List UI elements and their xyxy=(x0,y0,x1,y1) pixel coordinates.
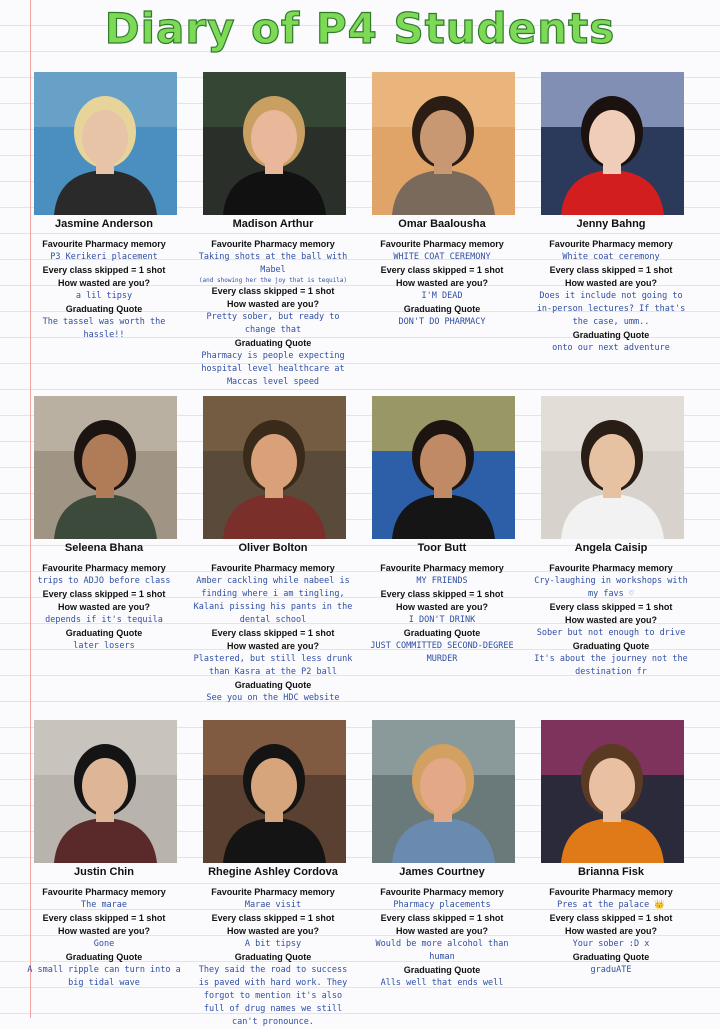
memory-answer: MY FRIENDS xyxy=(416,576,468,586)
student-name: Oliver Bolton xyxy=(238,542,308,554)
quote-label: Graduating Quote xyxy=(65,952,143,962)
quote-answer: They said the road to success is paved with hard work. They forgot to mention it's also full of drug names we still can't pronounce. xyxy=(198,965,348,1027)
student-card xyxy=(193,72,353,387)
quote-answer: See you on the HDC website xyxy=(206,693,340,703)
student-name: Brianna Fisk xyxy=(577,866,645,878)
memory-label: Favourite Pharmacy memory xyxy=(42,887,166,897)
wasted-answer: A bit tipsy xyxy=(244,939,302,949)
student-photo xyxy=(34,72,177,215)
student-card xyxy=(24,720,184,1020)
wasted-answer: Plastered, but still less drunk than Kasra at the P2 ball xyxy=(193,654,353,677)
student-photo xyxy=(372,72,515,215)
quote-answer: Alls well that ends well xyxy=(380,978,504,988)
memory-answer: White coat ceremony xyxy=(562,252,660,262)
wasted-label: How wasted are you? xyxy=(226,299,320,309)
wasted-answer: Gone xyxy=(93,939,115,949)
student-name: Madison Arthur xyxy=(232,218,314,230)
student-card xyxy=(362,720,522,1020)
wasted-answer: a lil tipsy xyxy=(75,291,133,301)
student-answers xyxy=(362,562,522,666)
memory-note: (and showing her the joy that is tequila) xyxy=(198,277,348,284)
wasted-answer: depends if it's tequila xyxy=(45,615,163,625)
wasted-label: How wasted are you? xyxy=(395,278,489,288)
skipped-label: Every class skipped = 1 shot xyxy=(42,589,166,599)
page-title: Diary of P4 Students xyxy=(104,4,616,53)
wasted-answer: Sober but not enough to drive xyxy=(536,628,686,638)
quote-answer: later losers xyxy=(73,641,135,651)
memory-label: Favourite Pharmacy memory xyxy=(549,239,673,249)
student-answers xyxy=(362,886,522,990)
student-answers xyxy=(24,886,184,990)
skipped-label: Every class skipped = 1 shot xyxy=(380,913,504,923)
student-photo xyxy=(34,720,177,863)
memory-answer: Taking shots at the ball with Mabel xyxy=(198,252,348,275)
student-card xyxy=(24,396,184,696)
student-card xyxy=(531,396,691,696)
wasted-label: How wasted are you? xyxy=(395,926,489,936)
memory-label: Favourite Pharmacy memory xyxy=(380,239,504,249)
quote-answer: DON'T DO PHARMACY xyxy=(398,317,486,327)
wasted-label: How wasted are you? xyxy=(57,278,151,288)
student-card xyxy=(531,720,691,1020)
student-answers xyxy=(193,238,353,389)
memory-label: Favourite Pharmacy memory xyxy=(380,887,504,897)
memory-label: Favourite Pharmacy memory xyxy=(380,563,504,573)
wasted-label: How wasted are you? xyxy=(564,926,658,936)
skipped-label: Every class skipped = 1 shot xyxy=(42,265,166,275)
quote-answer: A small ripple can turn into a big tidal wave xyxy=(27,965,181,988)
memory-answer: Marae visit xyxy=(244,900,302,910)
skipped-label: Every class skipped = 1 shot xyxy=(380,265,504,275)
student-card xyxy=(193,720,353,1027)
student-photo xyxy=(203,396,346,539)
student-photo xyxy=(34,396,177,539)
student-answers xyxy=(24,238,184,342)
memory-answer: Pres at the palace 👑 xyxy=(557,900,665,910)
memory-answer: The marae xyxy=(80,900,128,910)
wasted-answer: I DON'T DRINK xyxy=(408,615,476,625)
student-photo xyxy=(203,720,346,863)
student-answers xyxy=(531,238,691,355)
skipped-label: Every class skipped = 1 shot xyxy=(42,913,166,923)
student-name: Angela Caisip xyxy=(574,542,648,554)
skipped-label: Every class skipped = 1 shot xyxy=(211,628,335,638)
quote-label: Graduating Quote xyxy=(403,965,481,975)
student-answers xyxy=(531,562,691,679)
wasted-label: How wasted are you? xyxy=(395,602,489,612)
skipped-label: Every class skipped = 1 shot xyxy=(549,265,673,275)
memory-answer: Cry-laughing in workshops with my favs ♡ xyxy=(534,576,688,599)
student-photo xyxy=(372,396,515,539)
quote-label: Graduating Quote xyxy=(65,628,143,638)
student-photo xyxy=(541,396,684,539)
student-answers xyxy=(193,562,353,705)
student-photo xyxy=(541,72,684,215)
student-card xyxy=(362,72,522,372)
memory-label: Favourite Pharmacy memory xyxy=(211,887,335,897)
quote-label: Graduating Quote xyxy=(403,304,481,314)
quote-answer: Pharmacy is people expecting hospital level healthcare at Maccas level speed xyxy=(201,351,345,387)
skipped-label: Every class skipped = 1 shot xyxy=(549,913,673,923)
quote-answer: JUST COMMITTED SECOND-DEGREE MURDER xyxy=(370,641,514,664)
wasted-answer: Pretty sober, but ready to change that xyxy=(206,312,340,335)
wasted-label: How wasted are you? xyxy=(226,641,320,651)
student-answers xyxy=(531,886,691,977)
quote-label: Graduating Quote xyxy=(572,952,650,962)
student-card xyxy=(362,396,522,696)
wasted-label: How wasted are you? xyxy=(57,602,151,612)
memory-answer: Amber cackling while nabeel is finding where i am tingling, Kalani pissing his pants in the dental school xyxy=(193,576,353,625)
student-name: Toor Butt xyxy=(417,542,467,554)
memory-label: Favourite Pharmacy memory xyxy=(42,239,166,249)
wasted-answer: Your sober :D x xyxy=(572,939,650,949)
memory-label: Favourite Pharmacy memory xyxy=(211,239,335,249)
quote-label: Graduating Quote xyxy=(403,628,481,638)
quote-answer: onto our next adventure xyxy=(552,343,670,353)
student-name: Jenny Bahng xyxy=(576,218,646,230)
student-photo xyxy=(203,72,346,215)
wasted-label: How wasted are you? xyxy=(564,615,658,625)
quote-answer: It's about the journey not the destination fr xyxy=(534,654,688,677)
memory-label: Favourite Pharmacy memory xyxy=(211,563,335,573)
wasted-answer: I'M DEAD xyxy=(421,291,463,301)
student-answers xyxy=(362,238,522,329)
student-name: Rhegine Ashley Cordova xyxy=(208,866,338,878)
quote-label: Graduating Quote xyxy=(572,641,650,651)
memory-answer: Pharmacy placements xyxy=(393,900,491,910)
wasted-answer: Does it include not going to in-person lectures? If that's the case, umm.. xyxy=(536,291,686,327)
student-name: Jasmine Anderson xyxy=(54,218,153,230)
skipped-label: Every class skipped = 1 shot xyxy=(380,589,504,599)
memory-label: Favourite Pharmacy memory xyxy=(549,563,673,573)
quote-label: Graduating Quote xyxy=(234,680,312,690)
memory-answer: trips to ADJO before class xyxy=(37,576,171,586)
skipped-label: Every class skipped = 1 shot xyxy=(211,286,335,296)
memory-label: Favourite Pharmacy memory xyxy=(549,887,673,897)
wasted-label: How wasted are you? xyxy=(564,278,658,288)
quote-answer: graduATE xyxy=(590,965,632,975)
quote-answer: The tassel was worth the hassle!! xyxy=(42,317,166,340)
student-photo xyxy=(372,720,515,863)
quote-label: Graduating Quote xyxy=(234,952,312,962)
student-name: Seleena Bhana xyxy=(64,542,144,554)
memory-label: Favourite Pharmacy memory xyxy=(42,563,166,573)
skipped-label: Every class skipped = 1 shot xyxy=(211,913,335,923)
student-answers xyxy=(193,886,353,1029)
student-name: Justin Chin xyxy=(74,866,134,878)
memory-answer: P3 Kerikeri placement xyxy=(50,252,158,262)
quote-label: Graduating Quote xyxy=(234,338,312,348)
skipped-label: Every class skipped = 1 shot xyxy=(549,602,673,612)
memory-answer: WHITE COAT CEREMONY xyxy=(393,252,491,262)
wasted-label: How wasted are you? xyxy=(57,926,151,936)
student-card xyxy=(531,72,691,372)
quote-label: Graduating Quote xyxy=(65,304,143,314)
student-name: Omar Baalousha xyxy=(398,218,486,230)
student-name: James Courtney xyxy=(399,866,485,878)
student-photo xyxy=(541,720,684,863)
quote-label: Graduating Quote xyxy=(572,330,650,340)
wasted-label: How wasted are you? xyxy=(226,926,320,936)
wasted-answer: Would be more alcohol than human xyxy=(375,939,509,962)
student-card xyxy=(24,72,184,372)
student-answers xyxy=(24,562,184,653)
student-card xyxy=(193,396,353,703)
